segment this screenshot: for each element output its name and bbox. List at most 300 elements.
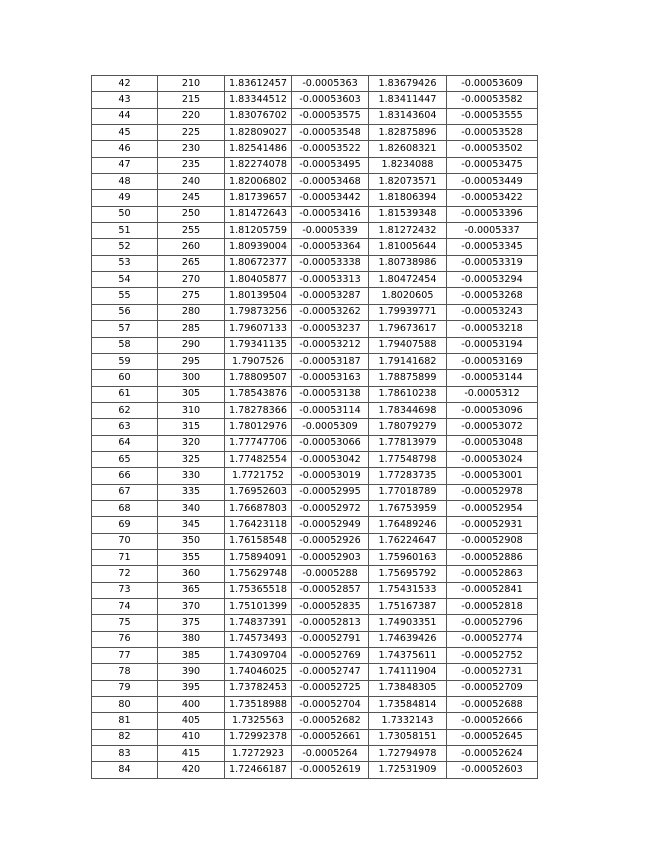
index-cell: 83: [92, 746, 158, 762]
value-b-cell: 1.81005644: [369, 239, 447, 255]
delta-a-cell: -0.00053066: [292, 435, 369, 451]
index-cell: 45: [92, 125, 158, 141]
value-a-cell: 1.7721752: [225, 468, 292, 484]
value-a-cell: 1.83344512: [225, 92, 292, 108]
value-a-cell: 1.76952603: [225, 484, 292, 500]
value-b-cell: 1.83679426: [369, 76, 447, 92]
value-a-cell: 1.79341135: [225, 337, 292, 353]
value-b-cell: 1.73848305: [369, 680, 447, 696]
value-a-cell: 1.73782453: [225, 680, 292, 696]
delta-a-cell: -0.0005264: [292, 746, 369, 762]
index-cell: 67: [92, 484, 158, 500]
table-row: [92, 304, 538, 320]
delta-a-cell: -0.00053138: [292, 386, 369, 402]
table-row: [92, 680, 538, 696]
value-a-cell: 1.77482554: [225, 451, 292, 467]
delta-b-cell: -0.00053024: [447, 451, 538, 467]
table-body: [92, 76, 538, 779]
delta-a-cell: -0.0005309: [292, 419, 369, 435]
index-cell: 47: [92, 157, 158, 173]
step-cell: 385: [158, 648, 225, 664]
value-b-cell: 1.81806394: [369, 190, 447, 206]
value-b-cell: 1.80738986: [369, 255, 447, 271]
table-row: [92, 664, 538, 680]
step-cell: 320: [158, 435, 225, 451]
index-cell: 71: [92, 549, 158, 565]
value-a-cell: 1.78543876: [225, 386, 292, 402]
index-cell: 46: [92, 141, 158, 157]
delta-b-cell: -0.00053555: [447, 108, 538, 124]
delta-b-cell: -0.00052645: [447, 729, 538, 745]
table-row: [92, 648, 538, 664]
index-cell: 74: [92, 599, 158, 615]
table-row: [92, 92, 538, 108]
step-cell: 270: [158, 272, 225, 288]
table-row: [92, 337, 538, 353]
value-a-cell: 1.78012976: [225, 419, 292, 435]
step-cell: 300: [158, 370, 225, 386]
value-b-cell: 1.7332143: [369, 713, 447, 729]
step-cell: 400: [158, 697, 225, 713]
index-cell: 82: [92, 729, 158, 745]
delta-a-cell: -0.00052813: [292, 615, 369, 631]
value-a-cell: 1.80939004: [225, 239, 292, 255]
value-a-cell: 1.79607133: [225, 321, 292, 337]
value-a-cell: 1.7272923: [225, 746, 292, 762]
delta-b-cell: -0.00052863: [447, 566, 538, 582]
index-cell: 50: [92, 206, 158, 222]
value-a-cell: 1.82274078: [225, 157, 292, 173]
index-cell: 53: [92, 255, 158, 271]
table-row: [92, 582, 538, 598]
value-a-cell: 1.74309704: [225, 648, 292, 664]
value-a-cell: 1.78809507: [225, 370, 292, 386]
step-cell: 305: [158, 386, 225, 402]
table-row: [92, 76, 538, 92]
step-cell: 350: [158, 533, 225, 549]
value-a-cell: 1.79873256: [225, 304, 292, 320]
delta-b-cell: -0.00052908: [447, 533, 538, 549]
value-a-cell: 1.75629748: [225, 566, 292, 582]
delta-a-cell: -0.00052926: [292, 533, 369, 549]
table-row: [92, 370, 538, 386]
value-b-cell: 1.74111904: [369, 664, 447, 680]
delta-b-cell: -0.00052954: [447, 500, 538, 516]
table-row: [92, 206, 538, 222]
delta-b-cell: -0.00052886: [447, 549, 538, 565]
step-cell: 235: [158, 157, 225, 173]
delta-b-cell: -0.00053072: [447, 419, 538, 435]
delta-b-cell: -0.00052666: [447, 713, 538, 729]
delta-b-cell: -0.00053144: [447, 370, 538, 386]
value-a-cell: 1.82809027: [225, 125, 292, 141]
value-b-cell: 1.79939771: [369, 304, 447, 320]
index-cell: 79: [92, 680, 158, 696]
step-cell: 380: [158, 631, 225, 647]
step-cell: 345: [158, 517, 225, 533]
value-b-cell: 1.83411447: [369, 92, 447, 108]
value-b-cell: 1.78079279: [369, 419, 447, 435]
delta-a-cell: -0.00053187: [292, 353, 369, 369]
delta-a-cell: -0.00053287: [292, 288, 369, 304]
delta-a-cell: -0.00053575: [292, 108, 369, 124]
value-b-cell: 1.74639426: [369, 631, 447, 647]
delta-b-cell: -0.00053001: [447, 468, 538, 484]
index-cell: 42: [92, 76, 158, 92]
value-b-cell: 1.81272432: [369, 223, 447, 239]
value-b-cell: 1.79407588: [369, 337, 447, 353]
step-cell: 255: [158, 223, 225, 239]
delta-b-cell: -0.00053396: [447, 206, 538, 222]
step-cell: 370: [158, 599, 225, 615]
value-b-cell: 1.75431533: [369, 582, 447, 598]
delta-b-cell: -0.00052841: [447, 582, 538, 598]
delta-a-cell: -0.00053237: [292, 321, 369, 337]
table-row: [92, 125, 538, 141]
delta-b-cell: -0.00052774: [447, 631, 538, 647]
step-cell: 290: [158, 337, 225, 353]
table-row: [92, 713, 538, 729]
table-row: [92, 272, 538, 288]
delta-b-cell: -0.00052624: [447, 746, 538, 762]
delta-b-cell: -0.00053268: [447, 288, 538, 304]
value-a-cell: 1.80672377: [225, 255, 292, 271]
step-cell: 210: [158, 76, 225, 92]
step-cell: 335: [158, 484, 225, 500]
delta-b-cell: -0.00052931: [447, 517, 538, 533]
step-cell: 310: [158, 402, 225, 418]
delta-a-cell: -0.00053019: [292, 468, 369, 484]
step-cell: 395: [158, 680, 225, 696]
step-cell: 420: [158, 762, 225, 778]
index-cell: 54: [92, 272, 158, 288]
index-cell: 80: [92, 697, 158, 713]
table-row: [92, 386, 538, 402]
table-row: [92, 255, 538, 271]
step-cell: 325: [158, 451, 225, 467]
table-row: [92, 533, 538, 549]
table-row: [92, 566, 538, 582]
delta-a-cell: -0.00053114: [292, 402, 369, 418]
value-b-cell: 1.82073571: [369, 174, 447, 190]
value-a-cell: 1.76687803: [225, 500, 292, 516]
value-a-cell: 1.82541486: [225, 141, 292, 157]
index-cell: 62: [92, 402, 158, 418]
value-b-cell: 1.76224647: [369, 533, 447, 549]
index-cell: 48: [92, 174, 158, 190]
value-a-cell: 1.82006802: [225, 174, 292, 190]
index-cell: 61: [92, 386, 158, 402]
value-b-cell: 1.83143604: [369, 108, 447, 124]
value-b-cell: 1.81539348: [369, 206, 447, 222]
delta-a-cell: -0.00052769: [292, 648, 369, 664]
index-cell: 68: [92, 500, 158, 516]
step-cell: 225: [158, 125, 225, 141]
delta-b-cell: -0.00053294: [447, 272, 538, 288]
delta-b-cell: -0.00053169: [447, 353, 538, 369]
value-b-cell: 1.77548798: [369, 451, 447, 467]
delta-a-cell: -0.00052903: [292, 549, 369, 565]
delta-b-cell: -0.00053194: [447, 337, 538, 353]
delta-a-cell: -0.00053338: [292, 255, 369, 271]
table-row: [92, 729, 538, 745]
table-row: [92, 288, 538, 304]
index-cell: 84: [92, 762, 158, 778]
table-row: [92, 353, 538, 369]
index-cell: 64: [92, 435, 158, 451]
delta-a-cell: -0.00053163: [292, 370, 369, 386]
table-row: [92, 419, 538, 435]
value-b-cell: 1.75960163: [369, 549, 447, 565]
step-cell: 240: [158, 174, 225, 190]
index-cell: 58: [92, 337, 158, 353]
delta-b-cell: -0.00052688: [447, 697, 538, 713]
delta-b-cell: -0.0005337: [447, 223, 538, 239]
delta-a-cell: -0.00052857: [292, 582, 369, 598]
delta-a-cell: -0.00053364: [292, 239, 369, 255]
value-b-cell: 1.76753959: [369, 500, 447, 516]
delta-a-cell: -0.00053416: [292, 206, 369, 222]
delta-a-cell: -0.00052949: [292, 517, 369, 533]
step-cell: 330: [158, 468, 225, 484]
delta-a-cell: -0.00052619: [292, 762, 369, 778]
value-b-cell: 1.77018789: [369, 484, 447, 500]
delta-a-cell: -0.00053522: [292, 141, 369, 157]
index-cell: 73: [92, 582, 158, 598]
value-b-cell: 1.76489246: [369, 517, 447, 533]
value-a-cell: 1.83076702: [225, 108, 292, 124]
delta-b-cell: -0.00053243: [447, 304, 538, 320]
delta-b-cell: -0.00053528: [447, 125, 538, 141]
value-b-cell: 1.75695792: [369, 566, 447, 582]
value-b-cell: 1.77283735: [369, 468, 447, 484]
step-cell: 265: [158, 255, 225, 271]
value-a-cell: 1.72992378: [225, 729, 292, 745]
step-cell: 245: [158, 190, 225, 206]
table-row: [92, 549, 538, 565]
index-cell: 44: [92, 108, 158, 124]
value-b-cell: 1.82608321: [369, 141, 447, 157]
value-b-cell: 1.74903351: [369, 615, 447, 631]
step-cell: 315: [158, 419, 225, 435]
delta-a-cell: -0.00053495: [292, 157, 369, 173]
value-b-cell: 1.72794978: [369, 746, 447, 762]
index-cell: 59: [92, 353, 158, 369]
table-row: [92, 500, 538, 516]
delta-b-cell: -0.00053319: [447, 255, 538, 271]
delta-a-cell: -0.00052704: [292, 697, 369, 713]
value-a-cell: 1.81472643: [225, 206, 292, 222]
delta-a-cell: -0.00053042: [292, 451, 369, 467]
value-b-cell: 1.82875896: [369, 125, 447, 141]
value-a-cell: 1.75894091: [225, 549, 292, 565]
value-a-cell: 1.74573493: [225, 631, 292, 647]
step-cell: 340: [158, 500, 225, 516]
step-cell: 355: [158, 549, 225, 565]
delta-a-cell: -0.00052725: [292, 680, 369, 696]
value-b-cell: 1.80472454: [369, 272, 447, 288]
delta-b-cell: -0.00052603: [447, 762, 538, 778]
delta-a-cell: -0.00052747: [292, 664, 369, 680]
index-cell: 70: [92, 533, 158, 549]
index-cell: 65: [92, 451, 158, 467]
value-b-cell: 1.73584814: [369, 697, 447, 713]
delta-b-cell: -0.00053475: [447, 157, 538, 173]
value-b-cell: 1.75167387: [369, 599, 447, 615]
value-a-cell: 1.74837391: [225, 615, 292, 631]
table-row: [92, 615, 538, 631]
delta-a-cell: -0.00052791: [292, 631, 369, 647]
value-a-cell: 1.74046025: [225, 664, 292, 680]
delta-b-cell: -0.00053582: [447, 92, 538, 108]
index-cell: 60: [92, 370, 158, 386]
index-cell: 63: [92, 419, 158, 435]
delta-b-cell: -0.00052818: [447, 599, 538, 615]
table-row: [92, 484, 538, 500]
delta-a-cell: -0.0005288: [292, 566, 369, 582]
value-a-cell: 1.75101399: [225, 599, 292, 615]
table-row: [92, 223, 538, 239]
delta-a-cell: -0.00053548: [292, 125, 369, 141]
index-cell: 66: [92, 468, 158, 484]
delta-b-cell: -0.00052796: [447, 615, 538, 631]
value-b-cell: 1.73058151: [369, 729, 447, 745]
step-cell: 260: [158, 239, 225, 255]
value-a-cell: 1.76158548: [225, 533, 292, 549]
delta-b-cell: -0.00053449: [447, 174, 538, 190]
value-a-cell: 1.73518988: [225, 697, 292, 713]
value-b-cell: 1.78344698: [369, 402, 447, 418]
value-a-cell: 1.80405877: [225, 272, 292, 288]
delta-b-cell: -0.00053609: [447, 76, 538, 92]
delta-a-cell: -0.0005339: [292, 223, 369, 239]
value-b-cell: 1.78610238: [369, 386, 447, 402]
delta-b-cell: -0.0005312: [447, 386, 538, 402]
delta-b-cell: -0.00053422: [447, 190, 538, 206]
index-cell: 43: [92, 92, 158, 108]
table-row: [92, 141, 538, 157]
table-row: [92, 239, 538, 255]
value-a-cell: 1.72466187: [225, 762, 292, 778]
value-a-cell: 1.77747706: [225, 435, 292, 451]
delta-b-cell: -0.00053345: [447, 239, 538, 255]
delta-b-cell: -0.00053502: [447, 141, 538, 157]
value-a-cell: 1.7325563: [225, 713, 292, 729]
delta-b-cell: -0.00052752: [447, 648, 538, 664]
value-a-cell: 1.7907526: [225, 353, 292, 369]
delta-b-cell: -0.00052978: [447, 484, 538, 500]
table-row: [92, 517, 538, 533]
value-b-cell: 1.79673617: [369, 321, 447, 337]
index-cell: 51: [92, 223, 158, 239]
step-cell: 280: [158, 304, 225, 320]
index-cell: 69: [92, 517, 158, 533]
delta-b-cell: -0.00053048: [447, 435, 538, 451]
value-a-cell: 1.81205759: [225, 223, 292, 239]
delta-a-cell: -0.00053442: [292, 190, 369, 206]
delta-a-cell: -0.0005363: [292, 76, 369, 92]
index-cell: 56: [92, 304, 158, 320]
table-row: [92, 174, 538, 190]
step-cell: 405: [158, 713, 225, 729]
delta-a-cell: -0.00053468: [292, 174, 369, 190]
delta-a-cell: -0.00052995: [292, 484, 369, 500]
index-cell: 75: [92, 615, 158, 631]
index-cell: 49: [92, 190, 158, 206]
table-row: [92, 599, 538, 615]
step-cell: 415: [158, 746, 225, 762]
delta-a-cell: -0.00053313: [292, 272, 369, 288]
value-a-cell: 1.80139504: [225, 288, 292, 304]
index-cell: 77: [92, 648, 158, 664]
delta-a-cell: -0.00052972: [292, 500, 369, 516]
value-a-cell: 1.83612457: [225, 76, 292, 92]
table-row: [92, 190, 538, 206]
step-cell: 215: [158, 92, 225, 108]
table-row: [92, 451, 538, 467]
delta-a-cell: -0.00052661: [292, 729, 369, 745]
table-row: [92, 435, 538, 451]
data-table: [91, 75, 538, 779]
index-cell: 52: [92, 239, 158, 255]
table-row: [92, 402, 538, 418]
value-a-cell: 1.75365518: [225, 582, 292, 598]
delta-a-cell: -0.00053603: [292, 92, 369, 108]
step-cell: 295: [158, 353, 225, 369]
table-row: [92, 468, 538, 484]
table-row: [92, 321, 538, 337]
table-row: [92, 631, 538, 647]
index-cell: 78: [92, 664, 158, 680]
step-cell: 365: [158, 582, 225, 598]
value-a-cell: 1.81739657: [225, 190, 292, 206]
index-cell: 76: [92, 631, 158, 647]
value-b-cell: 1.74375611: [369, 648, 447, 664]
table-row: [92, 157, 538, 173]
step-cell: 230: [158, 141, 225, 157]
delta-b-cell: -0.00053218: [447, 321, 538, 337]
value-b-cell: 1.8020605: [369, 288, 447, 304]
table-row: [92, 762, 538, 778]
value-b-cell: 1.78875899: [369, 370, 447, 386]
index-cell: 55: [92, 288, 158, 304]
index-cell: 72: [92, 566, 158, 582]
step-cell: 285: [158, 321, 225, 337]
value-b-cell: 1.77813979: [369, 435, 447, 451]
step-cell: 375: [158, 615, 225, 631]
table-row: [92, 697, 538, 713]
delta-a-cell: -0.00053262: [292, 304, 369, 320]
value-b-cell: 1.72531909: [369, 762, 447, 778]
delta-b-cell: -0.00052731: [447, 664, 538, 680]
value-b-cell: 1.8234088: [369, 157, 447, 173]
step-cell: 250: [158, 206, 225, 222]
delta-a-cell: -0.00052682: [292, 713, 369, 729]
delta-b-cell: -0.00053096: [447, 402, 538, 418]
value-b-cell: 1.79141682: [369, 353, 447, 369]
step-cell: 220: [158, 108, 225, 124]
delta-b-cell: -0.00052709: [447, 680, 538, 696]
index-cell: 81: [92, 713, 158, 729]
index-cell: 57: [92, 321, 158, 337]
table-row: [92, 746, 538, 762]
step-cell: 390: [158, 664, 225, 680]
delta-a-cell: -0.00053212: [292, 337, 369, 353]
value-a-cell: 1.78278366: [225, 402, 292, 418]
value-a-cell: 1.76423118: [225, 517, 292, 533]
step-cell: 360: [158, 566, 225, 582]
table-row: [92, 108, 538, 124]
